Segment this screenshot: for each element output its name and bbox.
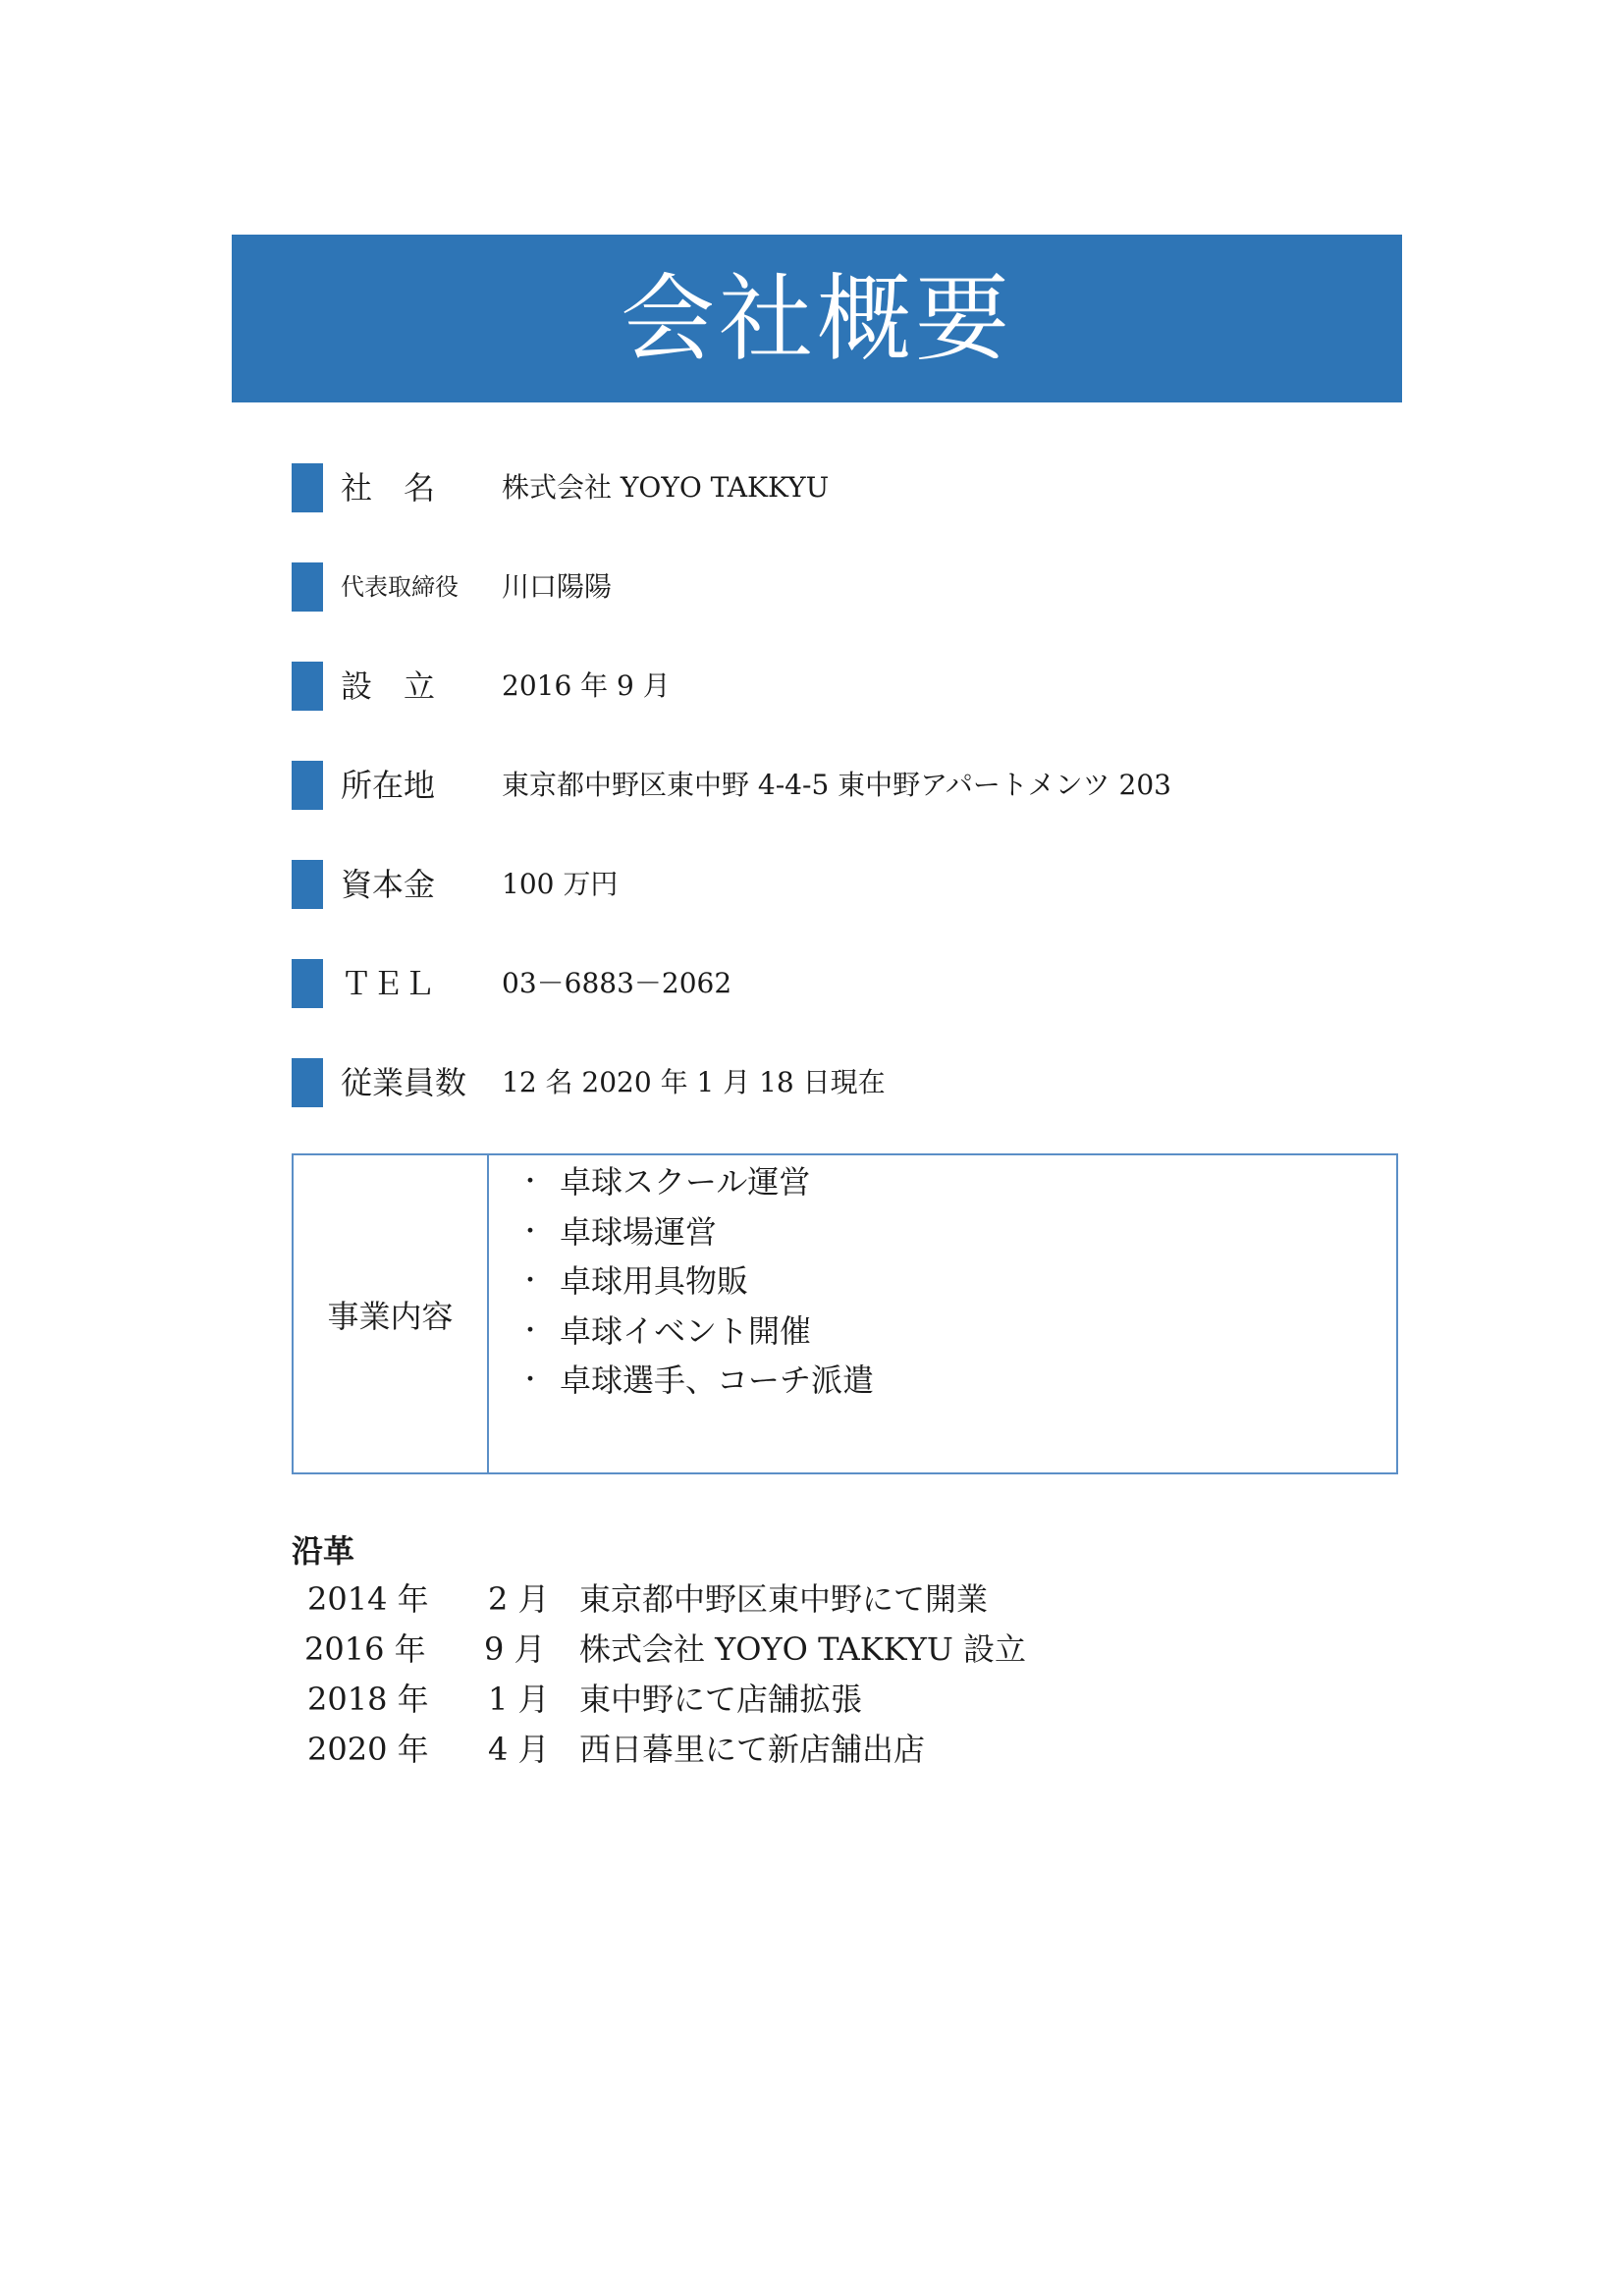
info-value: 12 名 2020 年 1 月 18 日現在 — [502, 1066, 886, 1098]
history-year: 2014 年 — [307, 1580, 429, 1618]
business-item-text: 卓球場運営 — [560, 1212, 718, 1251]
bullet-icon: ・ — [516, 1266, 543, 1297]
business-table — [292, 1153, 1398, 1474]
info-value: 川口陽陽 — [502, 570, 613, 603]
row-marker — [292, 860, 323, 909]
history-event: 株式会社 YOYO TAKKYU 設立 — [579, 1630, 1026, 1668]
business-label: 事業内容 — [294, 1155, 489, 1472]
history-title: 沿革 — [292, 1532, 355, 1570]
info-value: 03－6883－2062 — [502, 967, 732, 999]
info-label: ＴＥＬ — [341, 965, 436, 1002]
info-label: 従業員数 — [341, 1064, 467, 1101]
history-month: 1 月 — [488, 1681, 550, 1718]
bullet-icon: ・ — [516, 1365, 543, 1396]
row-marker — [292, 761, 323, 810]
row-marker — [292, 959, 323, 1008]
business-item-text: 卓球用具物販 — [560, 1262, 749, 1301]
history-month: 2 月 — [488, 1580, 550, 1618]
business-item — [489, 1256, 874, 1307]
row-marker — [292, 662, 323, 711]
history-event: 西日暮里にて新店舗出店 — [579, 1731, 926, 1768]
history-year: 2016 年 — [304, 1630, 426, 1668]
bullet-icon: ・ — [516, 1315, 543, 1346]
business-item-text: 卓球選手、コーチ派遣 — [560, 1362, 875, 1400]
history-year: 2018 年 — [307, 1681, 429, 1718]
info-label: 設 立 — [341, 667, 436, 705]
row-marker — [292, 463, 323, 512]
business-item-text: 卓球イベント開催 — [560, 1311, 812, 1350]
bullet-icon: ・ — [516, 1216, 543, 1247]
business-item — [489, 1157, 874, 1207]
bullet-icon: ・ — [516, 1167, 543, 1198]
business-list — [489, 1155, 874, 1472]
info-value: 東京都中野区東中野 4-4-5 東中野アパートメンツ 203 — [502, 769, 1171, 801]
row-marker — [292, 1058, 323, 1107]
title-banner — [232, 235, 1402, 402]
history-event: 東中野にて店舗拡張 — [579, 1681, 863, 1718]
row-marker — [292, 562, 323, 612]
business-item — [489, 1307, 874, 1357]
info-label: 社 名 — [341, 469, 436, 507]
history-month: 9 月 — [484, 1630, 546, 1668]
info-label: 資本金 — [341, 866, 436, 903]
business-item — [489, 1207, 874, 1257]
business-item-text: 卓球スクール運営 — [560, 1163, 811, 1201]
history-event: 東京都中野区東中野にて開業 — [579, 1580, 989, 1618]
history-year: 2020 年 — [307, 1731, 429, 1768]
info-label: 代表取締役 — [341, 573, 459, 601]
page-title: 会社概要 — [621, 263, 1013, 374]
info-value: 2016 年 9 月 — [502, 669, 671, 702]
info-label: 所在地 — [341, 767, 436, 804]
history-month: 4 月 — [488, 1731, 550, 1768]
business-item — [489, 1356, 874, 1406]
info-value: 株式会社 YOYO TAKKYU — [502, 471, 830, 504]
info-value: 100 万円 — [502, 868, 619, 900]
